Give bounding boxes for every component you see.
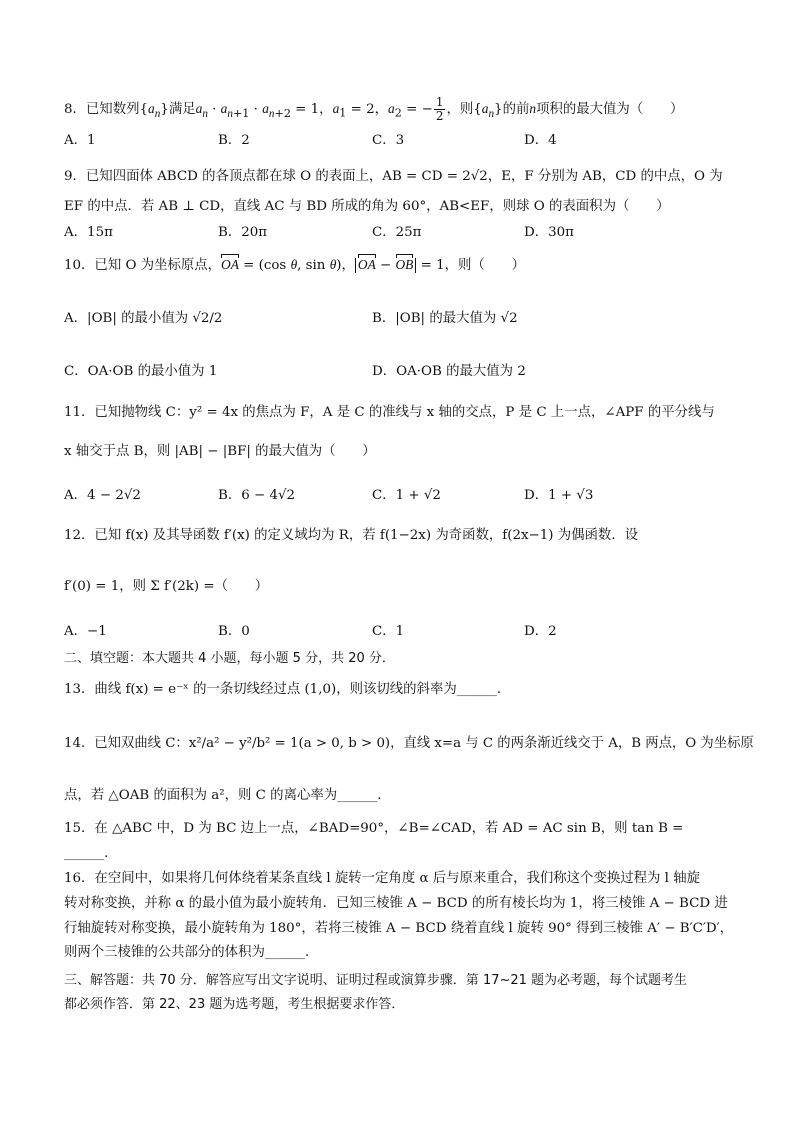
- q11-line-1: 11．已知抛物线 C：y² = 4x 的焦点为 F，A 是 C 的准线与 x 轴的交点，P 是 C 上一点，∠APF 的平分线与: [64, 405, 715, 420]
- q16-line-1: 16．在空间中，如果将几何体绕着某条直线 l 旋转一定角度 α 后与原来重合，我们称这个变换过程为 l 轴旋: [64, 871, 700, 886]
- q11-option-b: B．6 − 4√2: [218, 488, 296, 503]
- q12-option-d: D．2: [524, 624, 557, 639]
- q14-line-1: 14．已知双曲线 C：x²/a² − y²/b² = 1(a > 0, b > 0)，直线 x=a 与 C 的两条渐近线交于 A，B 两点，O 为坐标原: [64, 736, 754, 751]
- q12-option-c: C．1: [372, 624, 405, 639]
- q16-line-4: 则两个三棱锥的公共部分的体积为______．: [64, 945, 319, 960]
- q10-option-b: B．|OB| 的最大值为 √2: [372, 311, 518, 326]
- q9-option-d: D．30π: [524, 225, 574, 240]
- q9-option-a: A．15π: [64, 225, 113, 240]
- q12-line-2: f′(0) = 1，则 Σ f′(2k) =（ ）: [64, 579, 269, 594]
- q12-line-1: 12．已知 f(x) 及其导函数 f′(x) 的定义域均为 R，若 f(1−2x) 为奇函数，f(2x−1) 为偶函数．设: [64, 528, 639, 543]
- q14-line-2: 点，若 △OAB 的面积为 a²，则 C 的离心率为______．: [64, 788, 391, 803]
- q11-option-d: D．1 + √3: [524, 488, 594, 503]
- q8-option-b: B．2: [218, 133, 250, 148]
- q9-line-1: 9．已知四面体 ABCD 的各顶点都在球 O 的表面上，AB = CD = 2√2，E，F 分别为 AB，CD 的中点，O 为: [64, 169, 723, 184]
- section-solve-heading-line-1: 三、解答题：共 70 分．解答应写出文字说明、证明过程或演算步骤．第 17~21 题为必考题，每个试题考生: [64, 973, 688, 988]
- q15-line-1: 15．在 △ABC 中，D 为 BC 边上一点，∠BAD=90°，∠B=∠CAD，若 AD = AC sin B，则 tan B =: [64, 821, 684, 836]
- q15-line-2: ______．: [64, 846, 118, 861]
- q9-line-2: EF 的中点．若 AB ⊥ CD，直线 AC 与 BD 所成的角为 60°，AB<EF，则球 O 的表面积为（ ）: [64, 199, 670, 214]
- q9-option-c: C．25π: [372, 225, 422, 240]
- q12-option-b: B．0: [218, 624, 250, 639]
- q10-stem: 10．已知 O 为坐标原点，OA = (cos θ, sin θ)， OA − OB = 1，则（ ）: [64, 257, 525, 273]
- q16-line-3: 行轴旋转对称变换，最小旋转角为 180°，若将三棱锥 A − BCD 绕着直线 l 旋转 90° 得到三棱锥 A′ − B′C′D′，: [64, 921, 734, 936]
- q11-line-2: x 轴交于点 B，则 |AB| − |BF| 的最大值为（ ）: [64, 444, 376, 459]
- q10-option-d: D．OA·OB 的最大值为 2: [372, 364, 526, 379]
- section-fill-in-heading: 二、填空题：本大题共 4 小题，每小题 5 分，共 20 分．: [64, 651, 395, 666]
- q10-option-a: A．|OB| 的最小值为 √2/2: [64, 311, 223, 326]
- q12-option-a: A．−1: [64, 624, 107, 639]
- q8-option-c: C．3: [372, 133, 405, 148]
- q8-option-d: D．4: [524, 133, 557, 148]
- q8-option-a: A．1: [64, 133, 96, 148]
- q8-stem: 8．已知数列$\{a_n\}$满足$a_n \cdot a_{n+1} \cdot a_{n+2} = 1$，$a_1 = 2$，$a_2$ = − $\frac{1}{2}$ ，则$\{a_n\}$的前n项积的最大值为（ ）: [64, 95, 684, 123]
- q13-line: 13．曲线 f(x) = e⁻ˣ 的一条切线经过点 (1,0)，则该切线的斜率为______．: [64, 682, 511, 697]
- q11-option-c: C．1 + √2: [372, 488, 441, 503]
- section-solve-heading-line-2: 都必须作答．第 22、23 题为选考题，考生根据要求作答．: [64, 997, 405, 1012]
- q11-option-a: A．4 − 2√2: [64, 488, 141, 503]
- q10-option-c: C．OA·OB 的最小值为 1: [64, 364, 218, 379]
- q9-option-b: B．20π: [218, 225, 268, 240]
- q16-line-2: 转对称变换，并称 α 的最小值为最小旋转角．已知三棱锥 A − BCD 的所有棱长均为 1，将三棱锥 A − BCD 进: [64, 896, 728, 911]
